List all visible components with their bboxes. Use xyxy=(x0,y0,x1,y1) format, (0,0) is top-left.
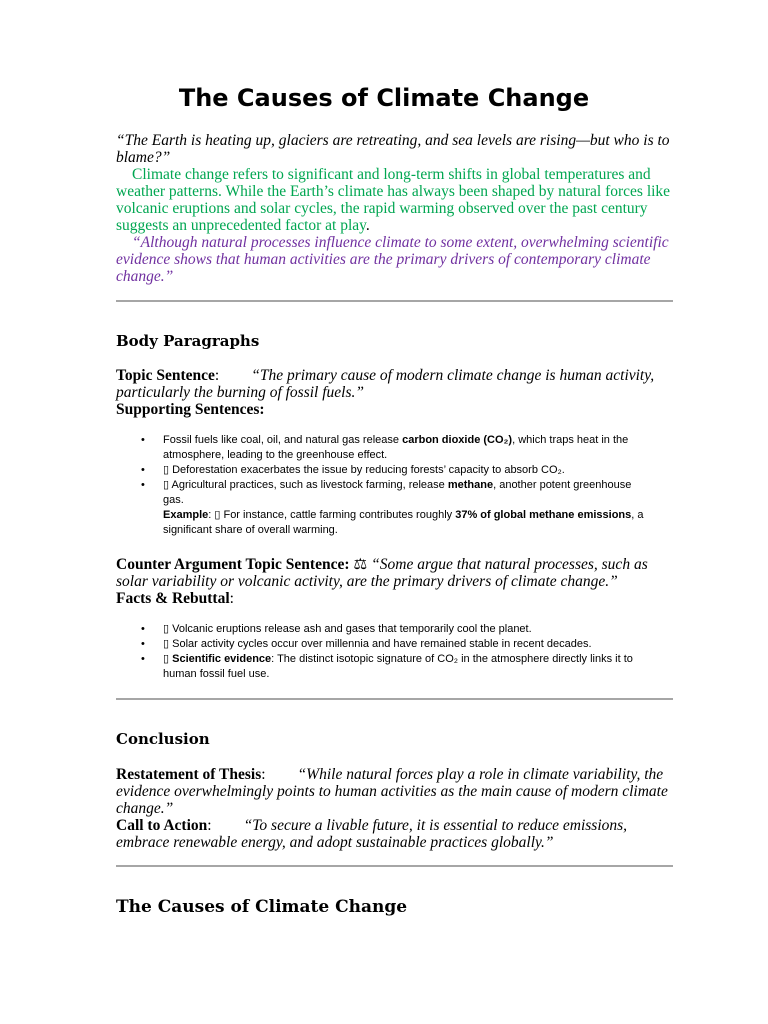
conclusion-heading: Conclusion xyxy=(116,730,210,748)
restatement-label: Restatement of Thesis xyxy=(116,766,262,783)
bullet-icon: • xyxy=(141,653,145,665)
bullet-icon: • xyxy=(141,623,145,635)
bullet-icon: • xyxy=(141,464,145,476)
intro-background xyxy=(116,166,672,234)
footer-heading: The Causes of Climate Change xyxy=(116,897,408,917)
supporting-list-wrap xyxy=(116,433,646,538)
intro-thesis-text: “Although natural processes influence climate to some extent, overwhelming scientific evidence shows that human activities are the primary drivers of contemporary climate change.” xyxy=(116,234,669,285)
topic-label: Topic Sentence xyxy=(116,367,215,384)
supporting-list xyxy=(116,433,646,508)
intro-background-end: . xyxy=(365,217,370,234)
intro-thesis xyxy=(116,234,672,285)
restatement: Restatement of Thesis: “While natural forces play a role in climate variability, the evidence overwhelmingly points to human activities as the main cause of modern climate change.” xyxy=(116,766,668,817)
scales-icon: ⚖ xyxy=(353,556,368,573)
bullet-icon: • xyxy=(141,479,145,491)
example-label: Example xyxy=(163,509,209,521)
intro-section xyxy=(116,132,672,285)
list-item: • ▯ Agricultural practices, such as livestock farming, release methane, another potent greenhouse gas. xyxy=(141,479,632,506)
divider xyxy=(116,698,673,700)
facts-list-wrap xyxy=(116,622,646,682)
counter-label: Counter Argument Topic Sentence: xyxy=(116,556,350,573)
cta-label: Call to Action xyxy=(116,817,208,834)
divider xyxy=(116,865,673,867)
restatement-text: “While natural forces play a role in climate variability, the evidence overwhelmingly points to human activities as the main cause of modern climate change.” xyxy=(116,766,668,817)
document-title: The Causes of Climate Change xyxy=(178,84,590,112)
bullet-icon: • xyxy=(141,638,145,650)
body-heading: Body Paragraphs xyxy=(116,332,260,350)
cta-text: “To secure a livable future, it is essential to reduce emissions, embrace renewable energy, and adopt sustainable practices globally.” xyxy=(116,817,628,851)
list-item: • ▯ Volcanic eruptions release ash and gases that temporarily cool the planet. xyxy=(141,623,532,635)
topic-colon: : xyxy=(214,367,220,384)
topic-sentence xyxy=(116,367,672,418)
conclusion-section xyxy=(116,766,672,851)
bullet-icon: • xyxy=(141,434,145,446)
facts-line: Facts & Rebuttal: xyxy=(116,590,234,607)
list-item: • Fossil fuels like coal, oil, and natural gas release carbon dioxide (CO₂), which traps heat in the atmosphere, leading to the greenhouse effect. xyxy=(141,434,629,461)
list-item: • ▯ Scientific evidence: The distinct isotopic signature of CO₂ in the atmosphere directly links it to human fossil fuel use. xyxy=(141,653,633,680)
facts-list xyxy=(116,622,646,682)
list-item: • ▯ Solar activity cycles occur over millennia and have remained stable in recent decades. xyxy=(141,638,592,650)
list-item: • ▯ Deforestation exacerbates the issue by reducing forests’ capacity to absorb CO₂. xyxy=(141,464,565,476)
intro-background-text: Climate change refers to significant and long-term shifts in global temperatures and weather patterns. While the Earth’s climate has always been shaped by natural forces like volcanic eruptions and solar cycles, the rapid warming observed over the past century suggests an unprecedented factor at play xyxy=(116,166,671,234)
counter-argument xyxy=(116,556,672,607)
topic-text: “The primary cause of modern climate change is human activity, particularly the burning of fossil fuels.” xyxy=(116,367,655,401)
intro-hook: “The Earth is heating up, glaciers are retreating, and sea levels are rising—but who is to blame?” xyxy=(116,132,670,166)
counter-text: “Some argue that natural processes, such as solar variability or volcanic activity, are the primary drivers of climate change.” xyxy=(116,556,648,590)
facts-label: Facts & Rebuttal xyxy=(116,590,230,607)
supporting-label: Supporting Sentences: xyxy=(116,401,265,418)
divider xyxy=(116,300,673,302)
example-line: Example: ▯ For instance, cattle farming contributes roughly 37% of global methane emissions, a significant share of overall warming. xyxy=(163,509,644,536)
call-to-action: Call to Action: “To secure a livable future, it is essential to reduce emissions, embrace renewable energy, and adopt sustainable practices globally.” xyxy=(116,817,628,851)
